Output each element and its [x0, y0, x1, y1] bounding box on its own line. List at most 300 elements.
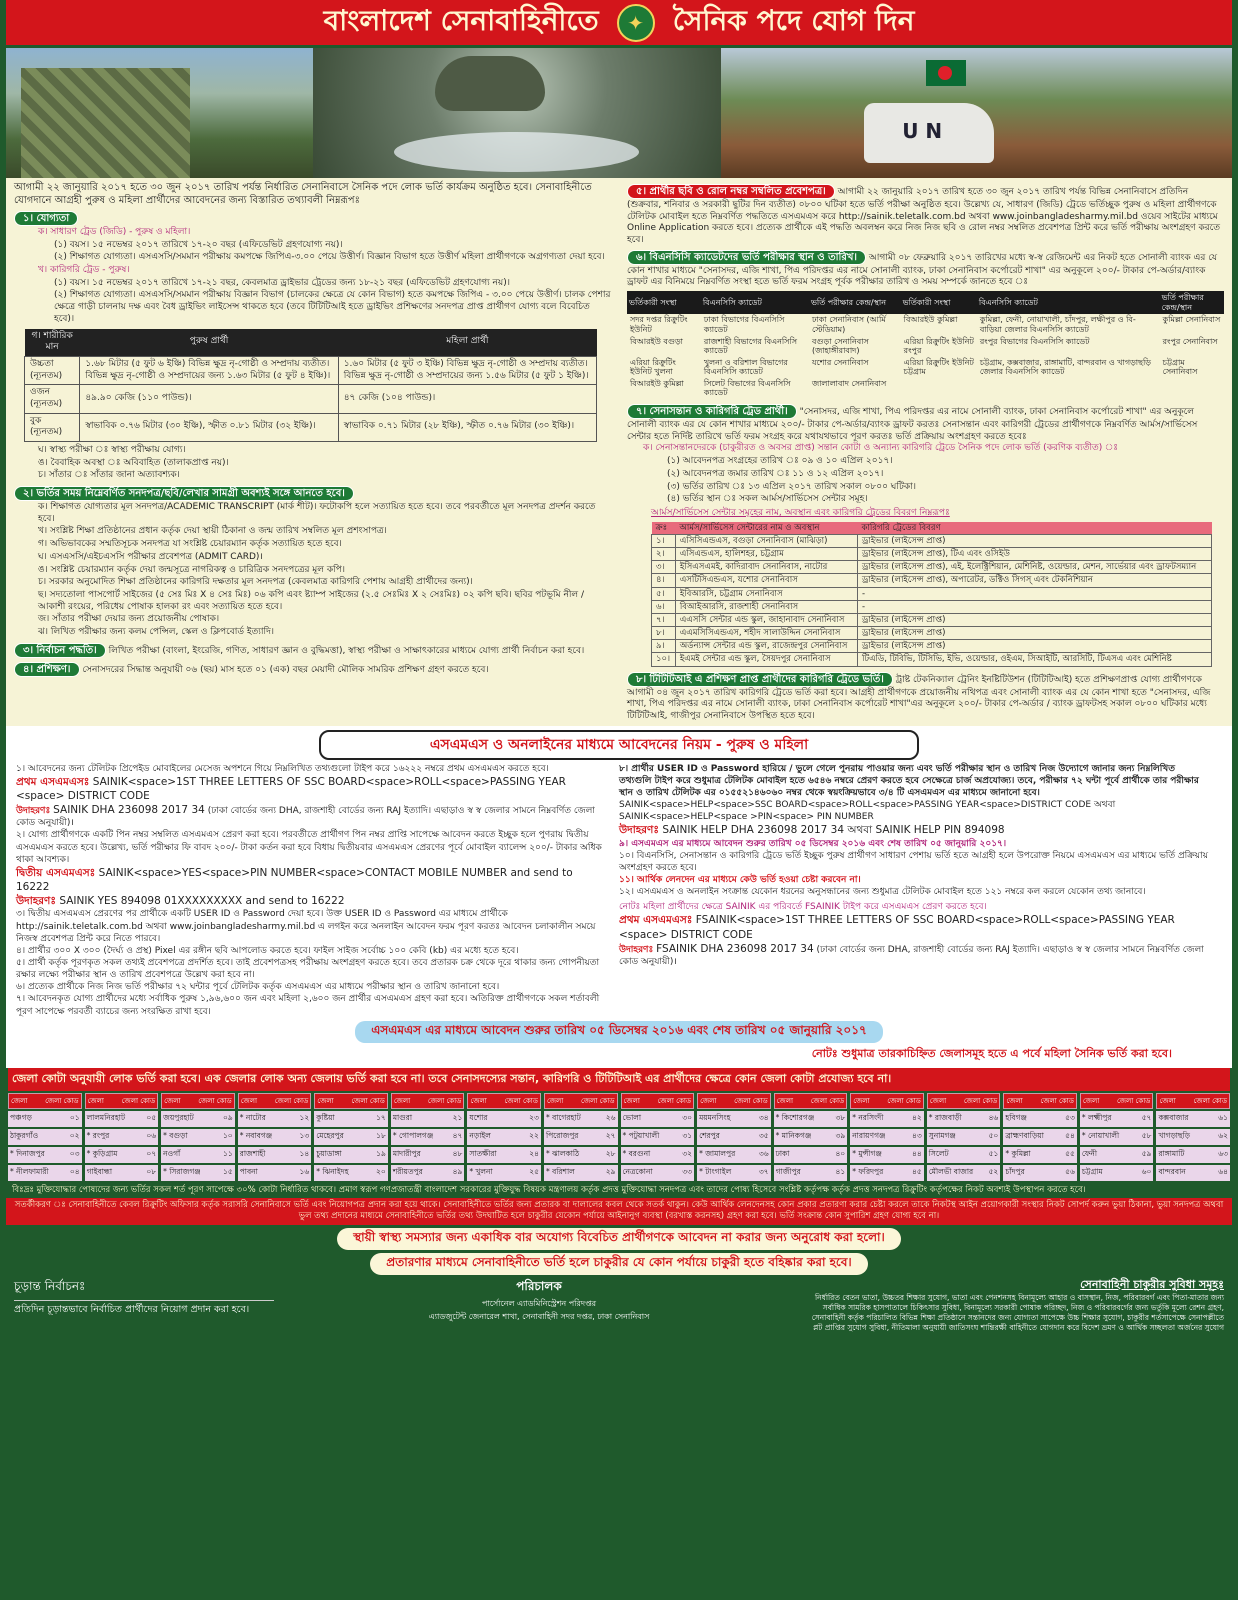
sms-format: SAINIK<space>YES<space>PIN NUMBER<space>CONTACT MOBILE NUMBER and send to 16222 [16, 866, 573, 894]
district-group-header [1156, 1093, 1230, 1109]
bncc-table [627, 291, 1224, 399]
district-name: ঢাকা [775, 1148, 790, 1158]
label: উদাহরণঃ [16, 806, 51, 817]
district-code: ৫৪ [1065, 1130, 1075, 1140]
district-row [774, 1129, 848, 1145]
cell: ৪৭ কেজি (১০৪ পাউন্ড)। [338, 385, 596, 413]
district-name: লালমনিরহাট [86, 1112, 126, 1122]
district-group-header [1080, 1093, 1154, 1109]
district-name: সিলেট [928, 1148, 949, 1158]
district-group [1003, 1093, 1077, 1181]
district-code: ৩৪ [758, 1112, 769, 1122]
district-name: * কিশোরগঞ্জ [775, 1112, 815, 1122]
district-group [927, 1093, 1001, 1181]
district-name: চাঁদপুর [1005, 1166, 1025, 1176]
cell: ১.৬৮ মিটার (৫ ফুট ৬ ইঞ্চি) বিভিন্ন ক্ষুদ্র নৃ-গোষ্ঠী ও সম্প্রদায় ব্যতীত। বিভিন্ন ক্ষুদ্র নৃ-গোষ্ঠী ও সম্প্রদায়ের জন্য ১.৬৩ মিটার (৫ ফুট ৪ ইঞ্চি)। [80, 356, 338, 384]
district-code: ৪১ [835, 1166, 846, 1176]
district-code: ৩২ [682, 1148, 693, 1158]
district-code: ৪৪ [912, 1148, 922, 1158]
s7-items [627, 456, 1224, 506]
table-row [627, 336, 1224, 357]
col-name: জেলা [700, 1096, 717, 1105]
table-row [25, 356, 597, 384]
cell: ৭। [652, 613, 676, 626]
document-item: চ। সরকার অনুমোদিত শিক্ষা প্রতিষ্ঠানের কারিগরি দক্ষতার মূল সনদপত্র (কেবলমাত্র কারিগরি পেশায় আগ্রহী প্রার্থীদের জন্য)। [38, 577, 473, 588]
col-name: জেলা [623, 1096, 640, 1105]
left-column [6, 178, 619, 726]
district-row [1080, 1129, 1154, 1145]
district-name: * পটুয়াখালী [622, 1130, 660, 1140]
district-group-header [314, 1093, 388, 1109]
director-title: পরিচালক [516, 1278, 562, 1293]
ka-title: ক। সাধারণ ট্রেড (জিডি) - পুরুষ ও মহিলা। [38, 227, 191, 237]
army-children-text: "সেনাসদর, এজি শাখা, পিএ পরিদপ্তর এর নামে সোনালী ব্যাংক, ঢাকা সেনানিবাস কর্পোরেট শাখা" এর অনুকূলে সোনালী ব্যাংক এর যে কোন শাখার মাধ্যমে ২০০/- টাকার পে-অর্ডার/ব্যাংক ড্রাফট করতঃ সেনাসন্তান এবং কারিগরী ট্রেডের প্রার্থীগণকে নিম্নবর্ণিত আর্মস/সার্ভিসেস সেন্টার হতে নির্দিষ্ট তারিখে ভর্তি ফরম সংগ্রহ করে যথাযথভাবে পূরণ করতঃ ভর্তি প্রক্রিয়ায় অংশগ্রহণ করতে হবেঃ [627, 407, 1198, 442]
training-text: সেনাসদরের সিদ্ধান্ত অনুযায়ী ০৬ (ছয়) মাস হতে ০১ (এক) বছর মেয়াদী মৌলিক সামরিক প্রশিক্ষণ গ্রহণ করতে হবে। [82, 664, 489, 675]
cell: বগুড়া সেনানিবাস (জাহাঙ্গীরাবাদ) [811, 336, 869, 356]
district-group [85, 1093, 159, 1181]
district-group [467, 1093, 541, 1181]
district-code: ৪০ [835, 1148, 846, 1158]
district-code: ৩৭ [758, 1166, 769, 1176]
district-row [1156, 1165, 1230, 1181]
district-code: ১৬ [299, 1166, 310, 1176]
s7-ka-title: ক। সেনাসন্তানদেরকে (চাকুরীরত ও অবসর প্রাপ্ত) সন্তান কোটা ও অন্যান্য কারিগরি ট্রেডে সৈনিক পদে লোক ভর্তি (করণিক ব্যতীত) ঃ [643, 443, 1119, 454]
cell: রাজশাহী বিভাগের বিএনসিসি ক্যাডেট [703, 336, 798, 356]
poster-header [6, 0, 1232, 48]
cell: স্বাভাবিক ০.৭৬ মিটার (৩০ ইঞ্চি), স্ফীত ০.৮১ মিটার (৩২ ইঞ্চি)। [80, 413, 338, 441]
district-row [850, 1165, 924, 1181]
col-code: জেলা কোড [45, 1096, 79, 1105]
col-code: জেলা কোড [121, 1096, 156, 1105]
district-row [850, 1129, 924, 1145]
cell: ১০। [652, 653, 676, 666]
th: ক্রঃ [652, 522, 676, 535]
documents-list [14, 502, 611, 639]
col-name: জেলা [393, 1096, 411, 1105]
district-row [927, 1165, 1001, 1181]
document-item: গ। অভিভাবকের সম্মতিসূচক সনদপত্র যা সংশ্লিষ্ট চেয়ারম্যান কর্তৃক সত্যায়িত হতে হবে। [38, 539, 342, 550]
sms-step: ৬। প্রত্যেক প্রার্থীকে নিজ নিজ ভর্তি পরীক্ষার ৭২ ঘন্টার পূর্বে টেলিটক কর্তৃক এসএমএস এর মাধ্যমে পরীক্ষার স্থান ও তারিখ জানানো হবে। [16, 982, 500, 993]
sms-step: ৭। আবেদনকৃত যোগ্য প্রার্থীদের মধ্যে সর্বাধিক পুরুষ ১,৯৬,৬০০ জন এবং মহিলা ২,৬০০ জন প্রার্থীর এসএমএস গ্রহণ করা হবে। অতিরিক্ত প্রার্থীগণকে সকল শর্তাবলী পূরণ সাপেক্ষে পরবর্তী ব্যাচের জন্য সংরক্ষিত রাখা হবে। [16, 994, 600, 1017]
district-name: * টাংগাইল [699, 1166, 732, 1176]
district-row [1080, 1111, 1154, 1127]
district-code: ৬৩ [1218, 1148, 1228, 1158]
table-row [25, 385, 597, 413]
district-row [544, 1165, 618, 1181]
district-code-table [8, 1093, 1230, 1181]
district-row [774, 1111, 848, 1127]
district-row [1003, 1129, 1077, 1145]
district-row [850, 1111, 924, 1127]
district-code: ৩৬ [758, 1148, 769, 1158]
district-code: ৬১ [1218, 1112, 1228, 1122]
district-code: ২২ [529, 1130, 539, 1140]
district-name: * বরগুনা [622, 1148, 651, 1158]
cell: যশোর সেনানিবাস [811, 357, 869, 367]
district-name: নেত্রকোনা [622, 1166, 653, 1176]
district-name: কক্সবাজার [1158, 1112, 1189, 1122]
district-row [161, 1165, 235, 1181]
section-4-label: ৪। প্রশিক্ষণ। [14, 662, 80, 677]
district-name: * নবাবগঞ্জ [239, 1130, 273, 1140]
district-name: পঞ্চগড় [10, 1112, 32, 1122]
district-name: * ঝিনাইদহ [316, 1166, 349, 1176]
cell: এরিয়া রিক্রুটিং ইউনিট খুলনা [630, 357, 676, 377]
district-name: পিরোজপুর [545, 1130, 579, 1140]
sms-step: ৩। দ্বিতীয় এসএমএস প্রেরণের পর প্রার্থীকে একটি USER ID ও Password দেয়া হবে। উক্ত USER ID ও Password এর মাধ্যমে প্রার্থীকে http://sainik.teletalk.com.bd অথবা www.joinbangladesharmy.mil.bd এ লগইন করে অনলাইন আবেদন ফরম পূরণ করতঃ আবেদন চলাকালীন সময়ে নিজস্ব প্রবেশপত্র প্রিন্ট করে নিতে পারবে। [16, 909, 596, 944]
district-code: ১৭ [376, 1112, 386, 1122]
district-group [1080, 1093, 1154, 1181]
district-name: ঠাকুরগাঁও [10, 1130, 39, 1140]
sms-step: ৫। প্রার্থী কর্তৃক পূরণকৃত সকল তথ্যই প্রবেশপত্রে প্রদর্শিত হবে। তাই প্রবেশপত্রসহ পরীক্ষায় অংশগ্রহণ করতে হবে। তবে প্রতারক চক্র থেকে দূরে থাকার জন্য গোপনীয়তা রক্ষার লক্ষ্যে পরীক্ষার স্থান ও তারিখ প্রবেশপত্রে উল্লেখ করা হবে না। [16, 957, 600, 981]
director-line: পার্সোনেল এ্যাডমিনিস্ট্রেশন পরিদপ্তর [481, 1298, 597, 1308]
section-8-label: ৮। টিটিটিআই এ প্রশিক্ষণ প্রাপ্ত প্রার্থীদের কারিগরি ট্রেডে ভর্তি। [627, 672, 893, 687]
selection-text: লিখিত পরীক্ষা (বাংলা, ইংরেজি, গণিত, সাধারণ জ্ঞান ও বুদ্ধিমত্তা), স্বাস্থ্য পরীক্ষা ও সাক্ষাৎকারের মাধ্যমে যোগ্য প্রার্থী নির্বাচন করা হবে। [108, 645, 585, 656]
intro-text: আগামী ২২ জানুয়ারি ২০১৭ হতে ৩০ জুন ২০১৭ তারিখ পর্যন্ত নির্ধারিত সেনানিবাসে সৈনিক পদে লোক ভর্তি কার্যক্রম অনুষ্ঠিত হবে। সেনাবাহিনীতে যোগদানে আগ্রহী পুরুষ ও মহিলা প্রার্থীদের আবেদনের জন্য বিস্তারিত তথ্যাবলী নিম্নরূপঃ [14, 182, 592, 206]
section-3-label: ৩। নির্বাচন পদ্ধতি। [14, 643, 106, 658]
recruitment-poster [6, 0, 1232, 1600]
admit-card-text: আগামী ২২ জানুয়ারি ২০১৭ তারিখ হতে ৩০ জুন ২০১৭ তারিখ পর্যন্ত বিভিন্ন সেনানিবাসে প্রতিদিন (শুক্রবার, শনিবার ও সরকারী ছুটির দিন ব্যতীত) ০৮০০ ঘটিকা হতে ভর্তি পরীক্ষা অনুষ্ঠিত হবে। উল্লেখ্য যে, সাধারণ (জিডি) ট্রেডে ভর্তিচ্ছুক পুরুষ ও মহিলা প্রার্থীগণকে টেলিটক মোবাইল হতে নিম্নবর্ণিত পদ্ধতিতে এসএমএস করে http://sainik.teletalk.com.bd অথবা www.joinbangladesharmy.mil.bd ওয়েব সাইটের মাধ্যমে Online Application করতে হবে। প্রত্যেক প্রার্থীকে এই পদ্ধতি অবলম্বন করে নিজ নিজ ছবি ও রোল নম্বর সম্বলিত প্রবেশপত্র প্রিন্ট করে ভর্তি পরীক্ষায় অংশগ্রহণ করতে হবে। [627, 187, 1221, 246]
district-row [161, 1147, 235, 1163]
col-code: জেলা কোড [581, 1096, 615, 1105]
district-row [391, 1111, 465, 1127]
district-group-header [927, 1093, 1001, 1109]
district-code: ২৭ [605, 1130, 616, 1140]
cell: ড্রাইভার (লাইসেন্স প্রাপ্ত) [858, 627, 1212, 640]
district-group-header [161, 1093, 235, 1109]
note: (ঢাকা বোর্ডের জন্য DHA, রাজশাহী বোর্ডের জন্য RAJ ইত্যাদি। এছাড়াও স্ব স্ব জেলার সামনে নিম্নবর্ণিত জেলা কোড অনুযায়ী)। [16, 806, 595, 829]
cell: ১.৬০ মিটার (৫ ফুট ৩ ইঞ্চি) বিভিন্ন ক্ষুদ্র নৃ-গোষ্ঠী ও সম্প্রদায় ব্যতীত। বিভিন্ন ক্ষুদ্র নৃ-গোষ্ঠী ও সম্প্রদায়ের জন্য ১.৫৬ মিটার (৫ ফুট ১ ইঞ্চি)। [338, 356, 596, 384]
district-code: ৫৫ [1065, 1148, 1075, 1158]
sms-step: ৪। প্রার্থীর ৩০০ X ৩০০ (দৈর্ঘ্য ও প্রস্থ) Pixel এর রঙ্গীন ছবি আপলোড করতে হবে। ফাইল সাইজ সর্বোচ্চ ১০০ কেবি (kb) এর মধ্যে হতে হবে। [16, 945, 519, 956]
district-group-header [774, 1093, 848, 1109]
district-code: ০৯ [222, 1112, 233, 1122]
district-name: * লক্ষ্মীপুর [1081, 1112, 1112, 1122]
table-row [652, 534, 1212, 547]
district-group-header [697, 1093, 771, 1109]
district-code: ৫৮ [1141, 1130, 1152, 1140]
apc-photo: U N [721, 48, 1232, 178]
director-signature [389, 1278, 689, 1324]
district-code: ১৪ [299, 1148, 310, 1158]
col-name: জেলা [240, 1096, 258, 1105]
district-group [1156, 1093, 1230, 1181]
cell: বিআরইউ কুমিল্লা [630, 378, 684, 388]
cell: ১। [652, 534, 676, 547]
sms-step: ১০। বিএনসিসি, সেনাসন্তান ও কারিগরি ট্রেডে ভর্তি ইচ্ছুক পুরুষ প্রার্থীগণ সাধারণ পেশায় ভর্তি হতে আগ্রহী হলে উপরোক্ত নিয়মে এসএমএস এর মাধ্যমে ভর্তি প্রক্রিয়ায় অংশগ্রহণ করতে হবে। [619, 850, 1208, 873]
main-content [6, 178, 1232, 726]
title-right: সৈনিক পদে যোগ দিন [672, 4, 915, 37]
district-row [621, 1165, 695, 1181]
district-name: * বাগেরহাট [545, 1112, 581, 1122]
district-code: ৫৯ [1141, 1148, 1152, 1158]
district-code: ৬৪ [1218, 1166, 1228, 1176]
col-name: জেলা [164, 1096, 181, 1105]
col-code: জেলা কোড [504, 1096, 538, 1105]
warning-box: সতর্কীকরণ ঃ সেনাবাহিনীতে কেবল রিক্রুটিং অফিসার কর্তৃক সরাসরি সেনানিবাসে ভর্তি এবং নিয়োগপত্র প্রদান করা হয়ে থাকে। সেনাবাহিনীতে ভর্তির জন্য প্রতারক বা দালালের কবল থেকে সতর্ক থাকুন। কেউ আর্থিক লেনদেনসহ কোন প্রকার প্রতারণা করার চেষ্টা করলে তাকে নিকটস্থ আইন প্রয়োগকারী সংস্থার নিকট সোপর্দ করুন ভুয়া ঠিকানা, ভুয়া সনদপত্র অথবা ভুল তথ্য প্রদানের মাধ্যমে সেনাবাহিনীতে ভর্তির তথ্য উদঘাটিত হলে চাকুরীর যেকোন পর্যায়ে আইনানুগ ব্যবস্থা (বরখাস্ত করনসহ) গ্রহণ করা হবে। ভর্তি সংক্রান্ত কোন সুপারিশ গ্রহণ যোগ্য হবে না। [6, 1198, 1232, 1225]
district-row [238, 1147, 312, 1163]
women-district-note: নোটঃ শুধুমাত্র তারকাচিহ্নিত জেলাসমূহ হতে এ পর্বে মহিলা সৈনিক ভর্তি করা হবে। [811, 1046, 1172, 1060]
table-header-row [652, 522, 1212, 535]
cell: ইএমই সেন্টার এন্ড স্কুল, সৈয়দপুর সেনানিবাস [675, 653, 857, 666]
district-row [1156, 1129, 1230, 1145]
cell: সদর দপ্তর রিক্রুটিং ইউনিট [630, 315, 688, 334]
th: কারিগরি ট্রেডের বিবরণ [858, 522, 1212, 535]
sms-format: FSAINIK<space>1ST THREE LETTERS OF SSC BOARD<space>ROLL<space>PASSING YEAR <space> DISTRICT CODE [619, 914, 1175, 941]
district-row [8, 1129, 82, 1145]
district-row [314, 1129, 388, 1145]
district-name: নড়াইল [469, 1130, 491, 1140]
district-group-header [621, 1093, 695, 1109]
section-7-label: ৭। সেনাসন্তান ও কারিগরি ট্রেড প্রার্থী। [627, 404, 797, 419]
district-row [621, 1111, 695, 1127]
army-emblem-icon: ✦ [617, 4, 655, 42]
district-row [1156, 1111, 1230, 1127]
district-name: মাদারীপুর [392, 1148, 421, 1158]
district-name: চুয়াডাঙ্গা [316, 1148, 342, 1158]
col-name: জেলা [1006, 1096, 1023, 1105]
district-row [161, 1129, 235, 1145]
note: (ঢাকা বোর্ডের জন্য DHA, রাজশাহী বোর্ডের জন্য RAJ ইত্যাদি। এছাড়াও স্ব স্ব জেলার সামনে নিম্নবর্ণিত জেলা কোড অনুযায়ী)। [619, 944, 1204, 967]
ttti-text: ট্রাষ্ট টেকনিক্যাল ট্রেনিং ইনষ্টিটিউশন (টিটিটিআই) হতে প্রশিক্ষণপ্রাপ্ত যোগ্য প্রার্থীগণকে আগামী ০৪ জুন ২০১৭ তারিখ কারিগরি ট্রেডে ভর্তি করা হবে। আগ্রহী প্রার্থীগণকে প্রয়োজনীয় নথিপত্র এবং সোনালী ব্যাংক এর যে কোন শাখা হতে "সেনাসদর, এজি শাখা, পিএ পরিদপ্তর এর নামে সোনালী ব্যাংক, ঢাকা সেনানিবাস কর্পোরেট শাখা"এর অনুকূলে ২০০/- টাকার পে-অর্ডার / ব্যাংক ড্রাফটসহ সকাল ০৮০০ ঘটিকার মধ্যে টিটিটিআই, গাজীপুর সেনানিবাসে উপস্থিত হতে হবে। [627, 674, 1211, 721]
sms-step: ২। যোগ্য প্রার্থীগণকে একটি পিন নম্বর সম্বলিত এসএমএস প্রেরণ করা হবে। পরবর্তীতে প্রার্থীগণ পিন নম্বর প্রাপ্তি সাপেক্ষে আবেদন করতে ইচ্ছুক হলে পুণরায় দ্বিতীয় এসএমএস করতে হবে। উল্লেখ্য, ভর্তি পরীক্ষার ফি বাবদ ২০০/- টাকা কর্তন করা হবে বিধায় দ্বিতীয়বার এসএমএস প্রেরণের পূর্বে মোবাইল ব্যালেন্স ২০০/- টাকার অধিক থাকা আবশ্যক। [16, 830, 602, 865]
cell: এরিয়া রিক্রুটিং ইউনিট চট্টগ্রাম [903, 357, 974, 377]
district-group-header [238, 1093, 312, 1109]
district-row [238, 1111, 312, 1127]
helicopter-photo [313, 48, 722, 178]
district-row [774, 1165, 848, 1181]
s7-item: (৪) ভর্তির স্থান ঃ সকল আর্মস/সার্ভিসেস সেন্টার সমূহ। [667, 494, 868, 505]
s7-item: (১) আবেদনপত্র সংগ্রহের তারিখ ঃ ০৯ ও ১০ এপ্রিল ২০১৭। [667, 456, 893, 467]
district-name: শেরপুর [699, 1130, 720, 1140]
district-name: শরীয়তপুর [392, 1166, 423, 1176]
district-name: * গোপালগঞ্জ [392, 1130, 434, 1140]
cell: টিএডি, টিবিভি, টিসিভি, ইভি, ওয়েল্ডার, ওইএম, সিআইটি, আরসিটি, টিএসএ এবং মেশিনিষ্ট [858, 653, 1212, 666]
district-name: * বগুড়া [163, 1130, 188, 1140]
district-code: ০৪ [69, 1166, 80, 1176]
district-code: ০৩ [69, 1148, 80, 1158]
district-name: সুনামগঞ্জ [928, 1130, 956, 1140]
district-notice: জেলা কোটা অনুযায়ী লোক ভর্তি করা হবে। এক জেলার লোক অন্য জেলায় ভর্তি করা হবে না। তবে সেনাসদস্যের সন্তান, কারিগরি ও টিটিটিআই এর প্রার্থীদের ক্ষেত্রে কোন জেলা কোটা প্রযোজ্য হবে না। [8, 1068, 1230, 1091]
cell: খুলনা ও বরিশাল বিভাগের বিএনসিসি ক্যাডেট [703, 357, 788, 377]
district-row [467, 1165, 541, 1181]
cell: ৮। [652, 627, 676, 640]
district-code: ৫২ [988, 1166, 999, 1176]
cell: ২। [652, 547, 676, 560]
table-row [652, 613, 1212, 626]
district-row [621, 1129, 695, 1145]
director-line: এ্যাডজুটেন্ট জেনারেল শাখা, সেনাবাহিনী সদর দপ্তর, ঢাকা সেনানিবাস [428, 1311, 650, 1321]
district-name: * কুমিল্লা [1005, 1148, 1031, 1158]
district-name: নওগাঁ [163, 1148, 181, 1158]
district-name: চট্টগ্রাম [1081, 1166, 1103, 1176]
marital-text: ঙ। বৈবাহিক অবস্থা ঃ অবিবাহিত (তালাকপ্রাপ্ত নয়)। [38, 457, 229, 468]
col-name: জেলা [546, 1096, 564, 1105]
th: আর্মস/সার্ভিসেস সেন্টারের নাম ও অবস্থান [675, 522, 857, 535]
district-row [697, 1111, 771, 1127]
district-code: ১৩ [299, 1130, 310, 1140]
district-name: * মানিকগঞ্জ [775, 1130, 812, 1140]
col-code: জেলা কোড [351, 1096, 385, 1105]
district-row [850, 1147, 924, 1163]
district-name: * ফরিদপুর [852, 1166, 884, 1176]
district-name: ভোলা [622, 1112, 642, 1122]
district-name: মেহেরপুর [316, 1130, 344, 1140]
district-code: ৫০ [988, 1130, 999, 1140]
district-name: হবিগঞ্জ [1005, 1112, 1027, 1122]
district-code: ৩১ [682, 1130, 693, 1140]
training-photo [6, 48, 313, 178]
document-item: ঘ। এসএসসি/এইচএসসি পরীক্ষার প্রবেশপত্র (ADMIT CARD)। [38, 551, 263, 562]
district-row [85, 1165, 159, 1181]
cell [977, 378, 1160, 399]
document-item: ক। শিক্ষাগত যোগ্যতার মূল সনদপত্র/ACADEMIC TRANSCRIPT (মার্ক শীট)। ফটোকপি হলে সত্যায়িত হতে হবে। তবে পরবর্তীতে মূল সনদপত্র প্রদর্শন করতে হবে। [38, 502, 596, 524]
label: উদাহরণঃ [619, 824, 659, 837]
district-row [467, 1111, 541, 1127]
title-left: বাংলাদেশ সেনাবাহিনীতে [323, 4, 599, 37]
ka-item: (১) বয়স। ১৫ নভেম্বর ২০১৭ তারিখে ১৭-২০ বছর (এফিডেভিট গ্রহণযোগ্য নয়)। [54, 239, 343, 250]
cell: ড্রাইভার (লাইসেন্স প্রাপ্ত) [858, 534, 1212, 547]
district-code: ৩৫ [758, 1130, 769, 1140]
cell: অর্ডন্যান্স সেন্টার এন্ড স্কুল, রাজেন্দ্রপুর সেনানিবাস [675, 640, 857, 653]
district-row [467, 1129, 541, 1145]
th: বিএনসিসি ক্যাডেট [701, 291, 809, 314]
s7-item: (৩) ভর্তির তারিখ ঃ ১৩ এপ্রিল ২০১৭ তারিখ সকাল ০৮০০ ঘটিকা। [667, 481, 916, 492]
district-row [927, 1147, 1001, 1163]
district-name: মাগুরা [392, 1112, 413, 1122]
table-row [652, 587, 1212, 600]
th: ভর্তিকারী সংস্থা [627, 291, 701, 314]
table-row [652, 627, 1212, 640]
district-name: * নোয়াখালী [1081, 1130, 1120, 1140]
cell: বিআরইউ কুমিল্লা [903, 315, 958, 325]
district-code: ৩৯ [835, 1130, 846, 1140]
col-code: জেলা কোড [427, 1096, 462, 1105]
cell: এসটিসিএন্ডএস, যশোর সেনানিবাস [675, 574, 857, 587]
cell: সিলেট বিভাগের বিএনসিসি ক্যাডেট [703, 378, 791, 398]
district-code: ০২ [69, 1130, 80, 1140]
document-item: ঝ। লিখিত পরীক্ষার জন্য কলম পেন্সিল, স্কেল ও ক্লিপবোর্ড ইত্যাদি। [38, 626, 275, 637]
sms-step: ৮। প্রার্থীর USER ID ও Password হারিয়ে / ভুলে গেলে পুনরায় পাওয়ার জন্য এবং ভর্তি পরীক্ষার স্থান ও তারিখ নিজ উদ্যোগে জানার জন্য নিম্নলিখিত তথ্যগুলি টাইপ করে শুধুমাত্র টেলিটক মোবাইল হতে ৬৫৪৬ নম্বরে প্রেরণ করতে হবে সেক্ষেত্রে চার্জ অপ্রযোজ্য। তবে, পরীক্ষার ৭২ ঘন্টা পূর্বে প্রার্থীকে তার পরীক্ষার স্থান ও তারিখ টেলিটক এর ০১৫৫২১৪৬০৬০ নম্বর থেকে স্বয়ংক্রিয়ভাবে ৩/৪ টি এসএমএস এর মাধ্যমে জানানো হবে। [619, 763, 1199, 798]
district-code: ১০ [222, 1130, 233, 1140]
district-code: ২৯ [605, 1166, 616, 1176]
district-row [1080, 1147, 1154, 1163]
district-row [467, 1147, 541, 1163]
col-name: জেলা [853, 1096, 870, 1105]
district-code: ৪৭ [452, 1130, 463, 1140]
cell: - [858, 587, 1212, 600]
th: ভর্তি পরীক্ষার কেন্দ্র/স্থান [1160, 291, 1224, 314]
bangladesh-flag-icon [926, 60, 966, 86]
district-name: সাতক্ষীরা [469, 1148, 497, 1158]
date-banner: এসএমএস এর মাধ্যমে আবেদন শুরুর তারিখ ০৫ ডিসেম্বর ২০১৬ এবং শেষ তারিখ ০৫ জানুয়ারি ২০১৭ [355, 1021, 883, 1043]
cell: ৩। [652, 561, 676, 574]
district-name: কুষ্টিয়া [316, 1112, 335, 1122]
cell: ড্রাইভার (লাইসেন্স প্রাপ্ত), এই, ইলেক্ট্রিশিয়ান, মেশিনিষ্ট, ওয়েল্ডার, মেশন, সার্ভেয়ার এবং ড্রাফটসম্যান [858, 561, 1212, 574]
fraud-banner: প্রতারণার মাধ্যমে সেনাবাহিনীতে ভর্তি হলে চাকুরীর যে কোন পর্যায়ে চাকুরী হতে বহিষ্কার করা হবে। [370, 1253, 867, 1275]
female-note: নোটঃ মহিলা প্রার্থীদের ক্ষেত্রে SAINIK এর পরিবর্তে FSAINIK টাইপ করে এসএমএস প্রেরণ করতে হবে। [619, 902, 987, 913]
cell: ওজন (ন্যূনতম) [25, 385, 80, 413]
district-code: ৪৯ [452, 1166, 463, 1176]
district-row [1003, 1111, 1077, 1127]
district-row [1156, 1147, 1230, 1163]
col-code: জেলা কোড [198, 1096, 232, 1105]
cell: এএসসি সেন্টার এন্ড স্কুল, জাহানাবাদ সেনানিবাস [675, 613, 857, 626]
sms-example: SAINIK YES 894098 01XXXXXXXXX and send to 16222 [59, 895, 345, 908]
label: প্রথম এসএমএসঃ [16, 775, 90, 788]
district-code: ০৭ [146, 1148, 157, 1158]
district-row [238, 1129, 312, 1145]
cell: ৫। [652, 587, 676, 600]
col-name: জেলা [11, 1096, 28, 1105]
table-row [25, 413, 597, 441]
th: গ। শারীরিক মান [25, 329, 80, 357]
cell: এসিসিএন্ডএস, বগুড়া সেনানিবাস (মাঝিড়া) [675, 534, 857, 547]
document-item: জ। সাঁতার পরীক্ষা দেয়ার জন্য প্রয়োজনীয় পোষাক। [38, 614, 220, 625]
freedom-fighter-note: বিঃদ্রঃ মুক্তিযোদ্ধার পোষ্যদের জন্য ভর্তির সকল শর্ত পূরণ সাপেক্ষে ৩০% কোটা নির্ধারিত থাকবে। প্রমাণ স্বরূপ গণপ্রজাতন্ত্রী বাংলাদেশ সরকারের মুক্তিযুদ্ধ বিষয়ক মন্ত্রণালয় কর্তৃক প্রদত্ত মুক্তিযোদ্ধা সনদপত্র এবং তাদের পোষ্য হিসেবে সংশ্লিষ্ট কর্তৃপক্ষ কর্তৃক প্রদত্ত সনদপত্র রিক্রুটিং কর্তৃপক্ষের নিকট অবশ্যই উপস্থাপন করতে হবে। [12, 1184, 1086, 1195]
district-code: ১৯ [376, 1148, 386, 1158]
district-name: * জামালপুর [699, 1148, 736, 1158]
table-row [652, 547, 1212, 560]
cell: ড্রাইভার (লাইসেন্স প্রাপ্ত) [858, 613, 1212, 626]
cell: রংপুর বিভাগের বিএনসিসি ক্যাডেট [979, 336, 1090, 346]
district-row [238, 1165, 312, 1181]
district-code: ৬২ [1218, 1130, 1228, 1140]
cell: ঢাকা বিভাগের বিএনসিসি ক্যাডেট [703, 315, 785, 334]
district-code: ৫৩ [1065, 1112, 1075, 1122]
district-group-header [467, 1093, 541, 1109]
table-row [652, 600, 1212, 613]
district-group [391, 1093, 465, 1181]
district-name: নারায়ণগঞ্জ [852, 1130, 886, 1140]
sms-format: SAINIK<space>HELP<space>SSC BOARD<space>ROLL<space>PASSING YEAR<space>DISTRICT CODE অথবা SAINIK<space>HELP<space >PIN<space> PIN NUMBER [619, 800, 1116, 823]
cell: রংপুর সেনানিবাস [1162, 336, 1218, 346]
district-name: রাজশাহী [239, 1148, 266, 1158]
label: প্রথম এসএমএসঃ [619, 914, 693, 927]
district-row [85, 1111, 159, 1127]
district-row [1003, 1147, 1077, 1163]
cell: - [858, 600, 1212, 613]
district-quota [6, 1068, 1232, 1183]
district-code: ২৫ [529, 1166, 539, 1176]
table-row [652, 653, 1212, 666]
district-code: ৪৩ [912, 1130, 922, 1140]
district-group [774, 1093, 848, 1181]
cell [901, 378, 977, 399]
district-row [621, 1147, 695, 1163]
cell: ইবিআরসি, চট্টগ্রাম সেনানিবাস [675, 587, 857, 600]
district-group-header [544, 1093, 618, 1109]
label: দ্বিতীয় এসএমএসঃ [16, 866, 96, 879]
district-group-header [85, 1093, 159, 1109]
section-1-label: ১। যোগ্যতা [14, 211, 78, 226]
col-code: জেলা কোড [274, 1096, 309, 1105]
district-code: ৩০ [682, 1112, 693, 1122]
col-code: জেলা কোড [1116, 1096, 1151, 1105]
cell: চট্টগ্রাম, কক্সবাজার, রাঙ্গামাটি, বান্দরবান ও খাগড়াছড়ি জেলার বিএনসিসি ক্যাডেট [979, 357, 1151, 377]
district-group [544, 1093, 618, 1181]
district-code: ২১ [452, 1112, 463, 1122]
swimming-text: চ। সাঁতার ঃ সাঁতার জানা অত্যাবশ্যক। [38, 470, 180, 481]
district-group [697, 1093, 771, 1181]
district-name: গাজীপুর [775, 1166, 801, 1176]
district-row [774, 1147, 848, 1163]
centers-title: আর্মস/সার্ভিসেস সেন্টার সমূহের নাম, অবস্থান এবং কারিগরি ট্রেডের বিবরণ নিম্নরূপঃ [651, 507, 950, 518]
district-name: পাবনা [239, 1166, 258, 1176]
district-code: ৪৬ [988, 1112, 999, 1122]
district-code: ২৪ [529, 1148, 539, 1158]
district-code: ১৫ [222, 1166, 233, 1176]
